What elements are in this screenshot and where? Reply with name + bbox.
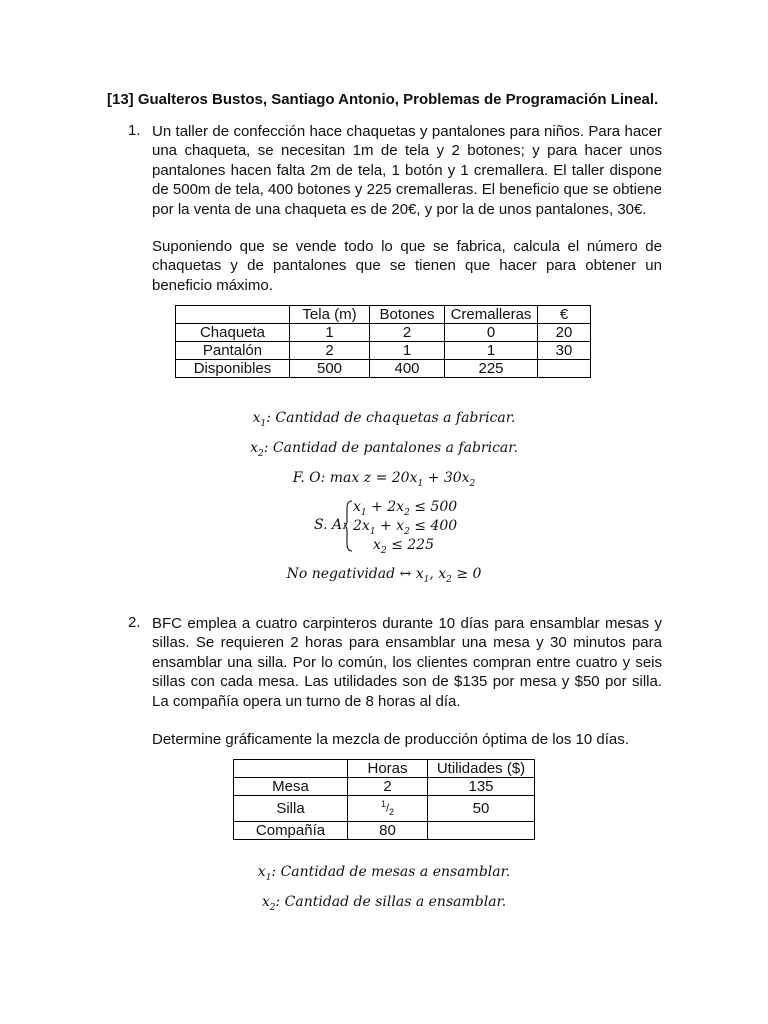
table-cell: Cremalleras — [445, 306, 538, 324]
table-cell: Chaqueta — [176, 324, 290, 342]
table-cell: 50 — [428, 796, 535, 822]
document-title: [13] Gualteros Bustos, Santiago Antonio, Problemas de Programación Lineal. — [107, 91, 659, 108]
table-cell: 225 — [445, 360, 538, 378]
table-cell: Disponibles — [176, 360, 290, 378]
table-cell: 1 — [370, 342, 445, 360]
table-cell: 1 — [290, 324, 370, 342]
table-cell — [348, 796, 428, 822]
table-cell: 20 — [538, 324, 591, 342]
table-cell: 400 — [370, 360, 445, 378]
table-cell: 80 — [348, 821, 428, 839]
table-cell: Compañía — [234, 821, 348, 839]
table-cell: 2 — [348, 778, 428, 796]
table-cell: 2 — [370, 324, 445, 342]
problem-2-paragraph-2: Determine gráficamente la mezcla de producción óptima de los 10 días. — [152, 731, 629, 748]
problem-2-var-2: $x_2$: Cantidad de sillas a ensamblar. — [261, 894, 507, 913]
problem-2-paragraph-1: BFC emplea a cuatro carpinteros durante 10 días para ensamblar mesas y sillas. Se requieren 2 horas para ensamblar una mesa y 30 minutos para ensamblar una silla. Por lo común, los clientes compran entre cuatro y seis sillas con cada mesa. Las utilidades son de $135 por mesa y $50 por silla. La compañía opera un turno de 8 horas al día. — [152, 615, 662, 710]
constraint-1: $x_1 + 2x_2 \le 500$ — [353, 499, 458, 518]
table-row — [176, 342, 591, 360]
table-cell: Horas — [348, 760, 428, 778]
table-cell: 500 — [290, 360, 370, 378]
table-header-row — [176, 306, 591, 324]
constraint-2: $2x_1 + x_2 \le 400$ — [353, 518, 458, 537]
table-cell: 0 — [445, 324, 538, 342]
table-cell — [234, 760, 348, 778]
table-header-row — [234, 760, 535, 778]
problem-1-var-1: $x_1$: Cantidad de chaquetas a fabricar. — [252, 410, 516, 429]
table-cell: 30 — [538, 342, 591, 360]
table-row — [234, 778, 535, 796]
problem-1-paragraph-1: Un taller de confección hace chaquetas y pantalones para niños. Para hacer una chaqueta, se necesitan 1m de tela y 2 botones; y para hacer unos pantalones hacen falta 2m de tela, 1 botón y 1 cremallera. El taller dispone de 500m de tela, 400 botones y 225 cremalleras. El beneficio que se obtiene por la venta de una chaqueta es de 20€, y por la de unos pantalones, 30€. — [152, 123, 662, 218]
non-negativity: No negatividad ↔ $x_1$, $x_2 \ge 0$ — [286, 566, 482, 585]
table-cell — [176, 306, 290, 324]
table-row — [176, 324, 591, 342]
table-row — [234, 821, 535, 839]
table-cell: Tela (m) — [290, 306, 370, 324]
table-cell: Mesa — [234, 778, 348, 796]
fraction-one-half: $^1/_2$ — [380, 799, 395, 817]
constraints-label: S. A: — [314, 517, 347, 533]
constraint-3: $x_2 \le 225$ — [373, 537, 434, 556]
table-cell: Utilidades ($) — [428, 760, 535, 778]
table-cell: Botones — [370, 306, 445, 324]
table-row — [234, 796, 535, 822]
table-cell: Silla — [234, 796, 348, 822]
problem-2-number: 2. — [128, 614, 141, 631]
table-cell: 2 — [290, 342, 370, 360]
table-cell: 1 — [445, 342, 538, 360]
table-cell: 135 — [428, 778, 535, 796]
problem-1-table — [175, 305, 591, 378]
objective-function: F. O: $\max z = 20x_1 + 30x_2$ — [292, 470, 476, 489]
problem-1-number: 1. — [128, 122, 141, 139]
problem-2-table — [233, 759, 535, 840]
problem-2-var-1: $x_1$: Cantidad de mesas a ensamblar. — [257, 864, 511, 883]
problem-1-paragraph-2: Suponiendo que se vende todo lo que se fabrica, calcula el número de chaquetas y de pantalones que se tienen que hacer para obtener un beneficio máximo. — [152, 238, 662, 294]
table-cell: € — [538, 306, 591, 324]
table-cell — [428, 821, 535, 839]
problem-1-var-2: $x_2$: Cantidad de pantalones a fabricar. — [250, 440, 518, 459]
table-cell: Pantalón — [176, 342, 290, 360]
table-row — [176, 360, 591, 378]
table-cell — [538, 360, 591, 378]
